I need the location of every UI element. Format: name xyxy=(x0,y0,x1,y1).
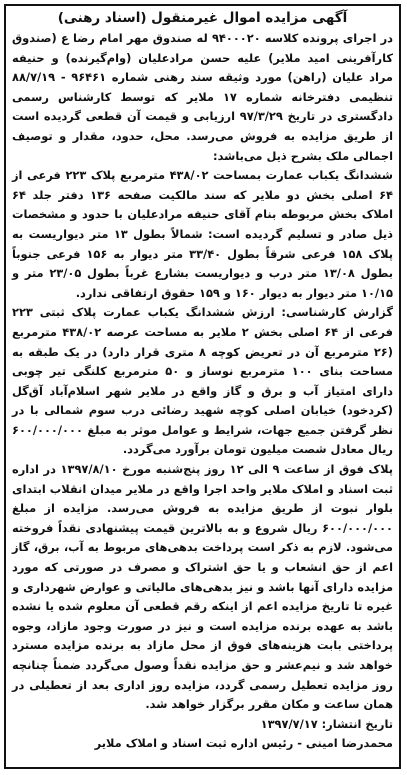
notice-paragraph-intro: در اجرای پرونده کلاسه ۹۴۰۰۰۲۰ له صندوق مهر امام رضا ع (صندوق کارآفرینی امید ملایر) علیه حسن مرادعلیان (وام‌گیرنده) و حنیفه مراد علیان (راهن) مورد وثیقه سند رهنی شماره ۹۶۴۶۱ - ۸۸/۷/۱۹ تنظیمی دفترخانه شماره ۱۷ ملایر که توسط کارشناس رسمی دادگستری در تاریخ ۹۷/۳/۲۹ ارزیابی و قیمت آن قطعی گردیده است از طریق مزایده به فروش می‌رسد. محل، حدود، مقدار و توصیف اجمالی ملک بشرح ذیل می‌باشد: xyxy=(12,31,394,163)
notice-title: آگهی مزایده اموال غیرمنقول (اسناد رهنی) xyxy=(57,10,348,26)
notice-paragraph-property: ششدانگ یکباب عمارت بمساحت ۴۳۸/۰۲ مترمربع پلاک ۲۲۳ فرعی از ۶۴ اصلی بخش دو ملایر که سند مالکیت صفحه ۱۳۶ دفتر جلد ۶۴ املاک بخش مربوطه بنام آقای حنیفه مرادعلیان با حدود و مشخصات ذیل صادر و تسلیم گردیده است: شمالاً بطول ۱۳ متر دیواریست به پلاک ۱۵۸ فرعی شرقاً بطول ۳۳/۴۰ متر دیوار به ۱۵۶ فرعی جنوباً بطول ۱۳/۰۸ متر درب و دیواریست بشارع غرباً بطول ۲۳/۰۵ متر و ۱۰/۱۵ متر دیوار به دیوار ۱۶۰ و ۱۵۹ حقوق ارتفاقی ندارد. xyxy=(12,168,393,300)
signature: محمدرضا امینی - رئیس اداره ثبت اسناد و املاک ملایر xyxy=(94,736,393,751)
publish-date: تاریخ انتشار: ۱۳۹۷/۷/۱۷ xyxy=(260,716,393,731)
notice-paragraph-auction-terms: پلاک فوق از ساعت ۹ الی ۱۲ روز پنج‌شنبه مورخ ۱۳۹۷/۸/۱۰ در اداره ثبت اسناد و املاک ملایر واحد اجرا واقع در ملایر میدان انقلاب ابتدای بلوار نبوت از طریق مزایده به فروش می‌رسد. مزایده از مبلغ ۶۰۰/۰۰۰/۰۰۰ ریال شروع و به بالاترین قیمت پیشنهادی نقداً فروخته می‌شود. لازم به ذکر است پرداخت بدهی‌های مربوط به آب، برق، گاز اعم از حق انشعاب و یا حق اشتراک و مصرف در صورتی که مورد مزایده دارای آنها باشد و نیز بدهی‌های مالیاتی و عوارض شهرداری و غیره تا تاریخ مزایده اعم از اینکه رقم قطعی آن معلوم شده یا نشده باشد به عهده برنده مزایده است و نیز در صورت وجود مازاد، وجوه پرداختی بابت هزینه‌های فوق از محل مازاد به برنده مزایده مسترد خواهد شد و نیم‌عشر و حق مزایده نقداً وصول می‌گردد ضمناً چنانچه روز مزایده تعطیل رسمی گردد، مزایده روز اداری بعد از تعطیلی در همان ساعت و مکان مقرر برگزار خواهد شد. xyxy=(12,462,393,712)
auction-notice xyxy=(4,4,401,769)
notice-paragraph-appraisal: گزارش کارشناسی: ارزش ششدانگ یکباب عمارت پلاک ثبتی ۲۲۳ فرعی از ۶۴ اصلی بخش ۲ ملایر به مساحت عرصه ۴۳۸/۰۲ مترمربع (۲۶ مترمربع آن در تعریض کوچه ۸ متری قرار دارد) در یک طبقه به مساحت بنای ۱۰۰ مترمربع نوساز و ۵۰ مترمربع کلنگی تیر چوبی دارای امتیاز آب و برق و گاز واقع در ملایر شهر اسلام‌آباد آق‌گل (کردخود) خیابان اصلی کوچه شهید رضائی درب سوم شمالی با در نظر گرفتن جمیع جهات، شرایط و عوامل موثر به مبلغ ۶۰۰/۰۰۰/۰۰۰ ریال معادل شصت میلیون تومان برآورد می‌گردد. xyxy=(12,305,393,457)
